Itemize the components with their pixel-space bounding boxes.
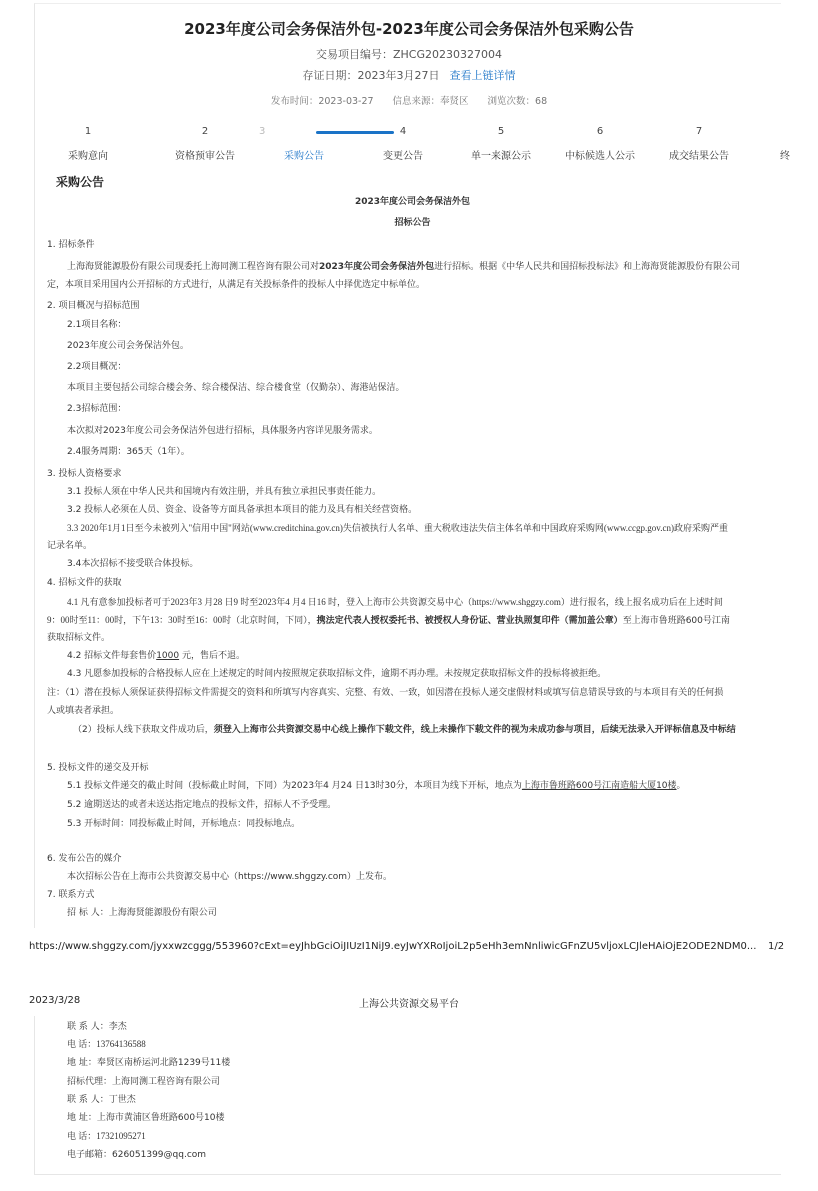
step-4[interactable]: 4 变更公告	[383, 126, 423, 162]
heading-4: 4. 招标文件的获取	[47, 578, 122, 588]
print-site-name: 上海公共资源交易平台	[359, 999, 459, 1010]
item-2-4: 2.4服务周期：365天（1年）。	[67, 447, 190, 457]
section-heading: 采购公告	[56, 175, 105, 189]
cert-row	[0, 67, 818, 83]
publish-info: 发布时间：2023-03-27 信息来源：奉贤区 浏览次数：68	[270, 96, 548, 107]
item-6: 本次招标公告在上海市公共资源交易中心（https://www.shggzy.com）上发布。	[67, 872, 393, 882]
item-2-1-value: 2023年度公司会务保洁外包。	[67, 341, 189, 351]
note-2: （2）投标人线下获取文件成功后，须登入上海市公共资源交易中心线上操作下载文件，线上未操作下载文件的视为未成功参与项目，后续无法录入开评标信息及中标结	[73, 725, 736, 735]
heading-2: 2. 项目概况与招标范围	[47, 301, 140, 311]
doc-subtitle: 招标公告	[394, 218, 431, 228]
step-7[interactable]: 7 成交结果公告	[669, 126, 729, 162]
item-5-1: 5.1 投标文件递交的截止时间（投标截止时间，下同）为2023年4 月24 日13时30分，本项目为线下开标，地点为上海市鲁班路600号江南造船大厦10楼。	[67, 781, 686, 791]
heading-1: 1. 招标条件	[47, 240, 95, 250]
step-2[interactable]: 2 资格预审公告	[175, 126, 235, 162]
procurement-steps	[50, 125, 790, 165]
page-title: 2023年度公司会务保洁外包-2023年度公司会务保洁外包采购公告	[184, 20, 634, 38]
project-number: 交易项目编号：ZHCG20230327004	[316, 48, 502, 61]
item-4-3: 4.3 凡愿参加投标的合格投标人应在上述规定的时间内按照规定获取招标文件，逾期不再办理。未按规定获取招标文件的投标将被拒绝。	[67, 669, 607, 679]
item-2-1: 2.1项目名称：	[67, 320, 127, 330]
contact-agency: 招标代理：上海同测工程咨询有限公司	[67, 1077, 221, 1087]
item-2-2: 2.2项目概况：	[67, 362, 127, 372]
step-1[interactable]: 1 采购意向	[68, 126, 108, 162]
para-1a: 上海海贤能源股份有限公司现委托上海同测工程咨询有限公司对2023年度公司会务保洁外包进行招标。根据《中华人民共和国招标投标法》和上海海贤能源股份有限公司	[67, 262, 741, 272]
item-5-2: 5.2 逾期送达的或者未送达指定地点的投标文件，招标人不予受理。	[67, 800, 337, 810]
heading-3: 3. 投标人资格要求	[47, 469, 122, 479]
footer-url: https://www.shggzy.com/jyxxwzcggg/553960?cExt=eyJhbGciOiJIUzI1NiJ9.eyJwYXRoIjoiL2p5eHh3emNnliwicGFnZU5vljoxLCJleHAiOjE2ODE2NDM0...	[29, 941, 757, 952]
item-3-1: 3.1 投标人须在中华人民共和国境内有效注册，并具有独立承担民事责任能力。	[67, 487, 382, 497]
para-1b: 定，本项目采用国内公开招标的方式进行，从满足有关投标条件的投标人中择优选定中标单位。	[47, 280, 426, 290]
contact-phone-1: 电 话：13764136588	[67, 1039, 146, 1049]
item-3-3-cont: 记录名单。	[47, 541, 93, 551]
contact-person-1: 联 系 人：李杰	[67, 1022, 127, 1032]
item-4-1-cont: 9：00时至11：00时，下午13：30时至16：00时（北京时间，下同），携法定代表人授权委托书、被授权人身份证、营业执照复印件（需加盖公章）至上海市鲁班路600号江南	[47, 615, 730, 626]
contact-email: 电子邮箱：626051399@qq.com	[67, 1150, 207, 1160]
contact-phone-2: 电 话：17321095271	[67, 1131, 146, 1141]
view-chain-link[interactable]: 查看上链详情	[449, 69, 516, 82]
heading-5: 5. 投标文件的递交及开标	[47, 763, 149, 773]
print-date: 2023/3/28	[29, 995, 81, 1006]
item-5-3: 5.3 开标时间：同投标截止时间，开标地点：同投标地点。	[67, 819, 301, 829]
footer-page-number: 1/2	[768, 941, 785, 952]
step-6[interactable]: 6 中标候选人公示	[565, 126, 635, 162]
item-3-2: 3.2 投标人必须在人员、资金、设备等方面具备承担本项目的能力及具有相关经营资格。	[67, 505, 418, 515]
announcement-body	[45, 192, 780, 932]
item-2-3-value: 本次拟对2023年度公司会务保洁外包进行招标，具体服务内容详见服务需求。	[67, 426, 378, 436]
cert-date: 存证日期：2023年3月27日	[302, 69, 440, 82]
item-3-4: 3.4本次招标不接受联合体投标。	[67, 559, 199, 569]
step-5[interactable]: 5 单一来源公示	[471, 126, 531, 162]
item-4-1-end: 获取招标文件。	[47, 633, 111, 643]
heading-7: 7. 联系方式	[47, 890, 95, 900]
doc-title: 2023年度公司会务保洁外包	[354, 197, 471, 207]
item-3-3: 3.3 2020年1月1日至今未被列入"信用中国"网站(www.creditchina.gov.cn)失信被执行人名单、重大税收违法失信主体名单和中国政府采购网(www.ccgp.gov.cn)政府采购严重	[67, 523, 728, 533]
item-4-1: 4.1 凡有意参加投标者可于2023年3 月28 日9 时至2023年4 月4 日16 时，登入上海市公共资源交易中心（https://www.shggzy.com）进行报名，线上报名成功后在上述时间	[67, 597, 723, 607]
note-1-cont: 人或填表者承担。	[47, 706, 120, 716]
item-2-3: 2.3招标范围：	[67, 404, 127, 414]
item-2-2-value: 本项目主要包括公司综合楼会务、综合楼保洁、综合楼食堂（仅勤杂）、海港站保洁。	[67, 383, 405, 393]
contact-address-1: 地 址：奉贤区南桥运河北路1239号11楼	[67, 1058, 231, 1068]
note-1: 注：（1）潜在投标人须保证获得招标文件需提交的资料和所填写内容真实、完整、有效、一致，如因潜在投标人递交虚假材料或填写信息错误导致的与本项目有关的任何损	[47, 688, 724, 698]
step-8[interactable]: 终	[780, 151, 790, 162]
contact-person-2: 联 系 人：丁世杰	[67, 1095, 136, 1105]
item-7-tenderer: 招 标 人：上海海贤能源股份有限公司	[67, 908, 217, 918]
step-3-active[interactable]: 3 采购公告	[259, 126, 324, 162]
contact-address-2: 地 址：上海市黄浦区鲁班路600号10楼	[67, 1113, 225, 1123]
item-4-2: 4.2 招标文件每套售价1000 元，售后不退。	[67, 651, 245, 661]
heading-6: 6. 发布公告的媒介	[47, 854, 122, 864]
